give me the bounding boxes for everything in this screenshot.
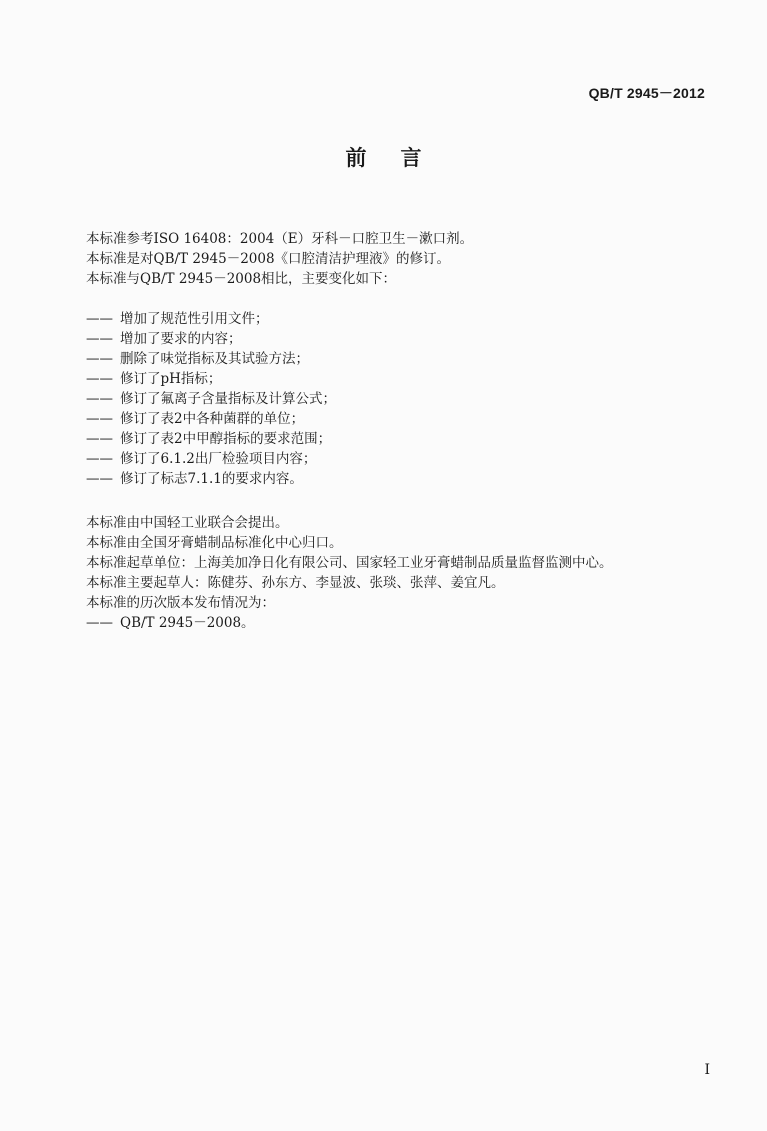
info-line: 本标准由中国轻工业联合会提出。	[86, 515, 289, 531]
list-dash: ——	[86, 331, 113, 347]
list-dash: ——	[86, 431, 113, 447]
list-item	[86, 309, 706, 329]
list-item	[86, 449, 706, 469]
page-title: 前言	[345, 146, 456, 170]
list-dash: ——	[86, 351, 113, 367]
list-item	[86, 329, 706, 349]
info-line: 本标准由全国牙膏蜡制品标准化中心归口。	[86, 535, 343, 551]
list-item	[86, 369, 706, 389]
list-dash: ——	[86, 411, 113, 427]
list-dash: ——	[86, 311, 113, 327]
list-item	[86, 349, 706, 369]
history-item	[86, 613, 706, 633]
page-number: I	[704, 1062, 710, 1078]
list-item	[86, 409, 706, 429]
list-item-text: 修订了表2中各种菌群的单位；	[120, 411, 305, 427]
intro-line: 本标准参考ISO 16408：2004（E）牙科－口腔卫生－漱口剂。	[86, 231, 474, 247]
list-item-text: 修订了pH指标；	[120, 371, 222, 387]
intro-line: 本标准与QB/T 2945－2008相比，主要变化如下：	[86, 271, 397, 287]
list-item-text: 修订了6.1.2出厂检验项目内容；	[120, 451, 317, 467]
info-line: 本标准主要起草人：陈健芬、孙东方、李显波、张琰、张萍、姜宜凡。	[86, 575, 505, 591]
info-line: 本标准起草单位：上海美加净日化有限公司、国家轻工业牙膏蜡制品质量监督监测中心。	[86, 555, 613, 571]
list-dash: ——	[86, 471, 113, 487]
list-item-text: 修订了氟离子含量指标及计算公式；	[120, 391, 336, 407]
info-line: 本标准的历次版本发布情况为：	[86, 595, 275, 611]
history-item-text: QB/T 2945－2008。	[120, 615, 255, 631]
info-section	[86, 513, 706, 633]
list-item	[86, 429, 706, 449]
list-dash: ——	[86, 615, 113, 631]
list-item-text: 修订了标志7.1.1的要求内容。	[120, 471, 303, 487]
list-item	[86, 389, 706, 409]
standard-code: QB/T 2945－2012	[588, 85, 705, 101]
intro-line: 本标准是对QB/T 2945－2008《口腔清洁护理液》的修订。	[86, 251, 451, 267]
list-item-text: 增加了规范性引用文件；	[120, 311, 269, 327]
changes-list	[86, 309, 706, 489]
list-dash: ——	[86, 371, 113, 387]
list-item-text: 修订了表2中甲醇指标的要求范围；	[120, 431, 332, 447]
list-item-text: 增加了要求的内容；	[120, 331, 242, 347]
list-dash: ——	[86, 391, 113, 407]
list-dash: ——	[86, 451, 113, 467]
list-item	[86, 469, 706, 489]
list-item-text: 删除了味觉指标及其试验方法；	[120, 351, 309, 367]
intro-section	[86, 229, 706, 289]
